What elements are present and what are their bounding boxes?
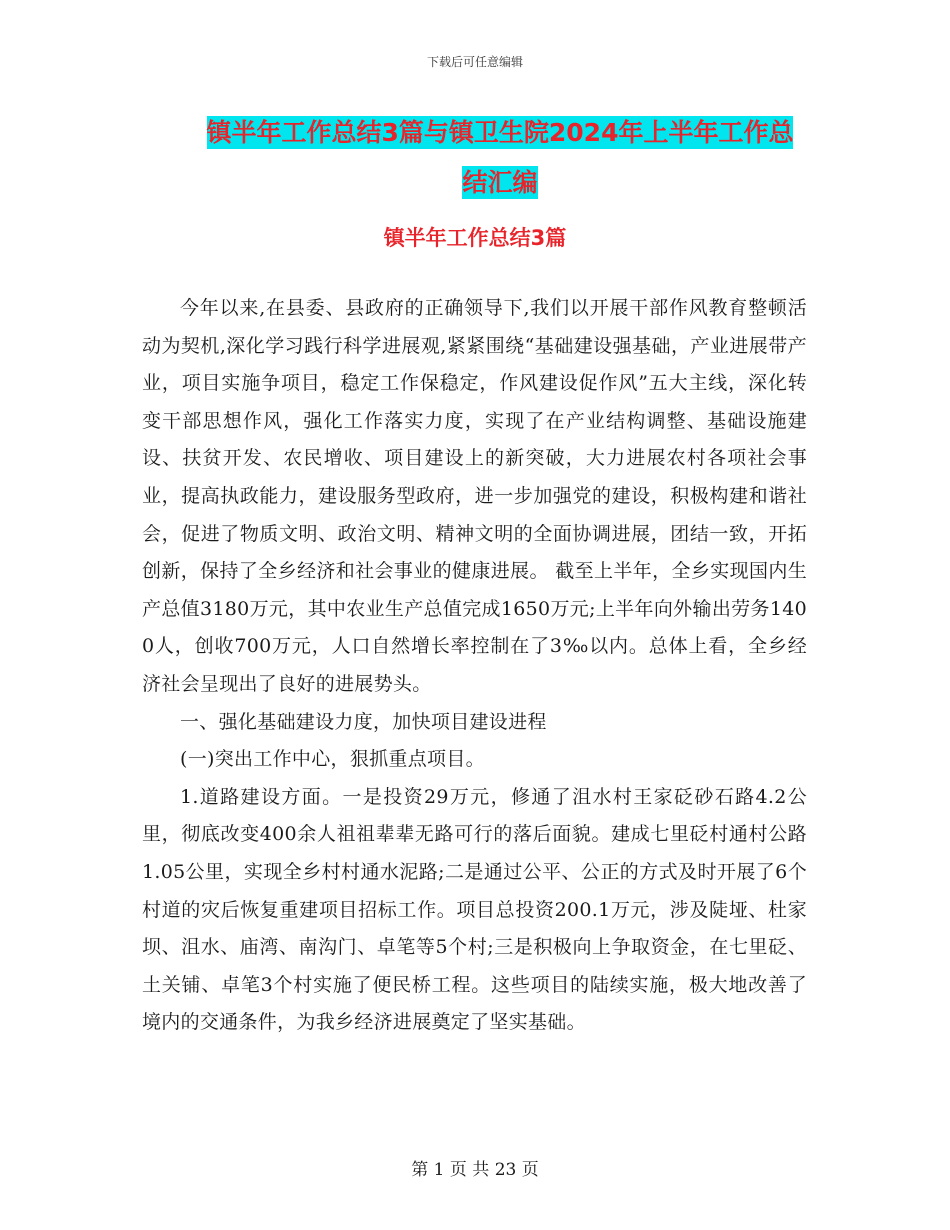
document-title (140, 108, 860, 208)
page-footer: 第 1 页 共 23 页 (411, 1160, 539, 1180)
paragraph-road-construction: 1.道路建设方面。一是投资29万元，修通了沮水村王家砭砂石路4.2公里，彻底改变400余人祖祖辈辈无路可行的落后面貌。建成七里砭村通村公路1.05公里，实现全乡村村通水泥路;二是通过公平、公正的方式及时开展了6个村道的灾后恢复重建项目招标工作。项目总投资200.1万元，涉及陡垭、杜家坝、沮水、庙湾、南沟门、卓笔等5个村;三是积极向上争取资金，在七里砭、土关铺、卓笔3个村实施了便民桥工程。这些项目的陆续实施，极大地改善了境内的交通条件，为我乡经济进展奠定了坚实基础。 (142, 785, 807, 1034)
paragraph-subheading-1: (一)突出工作中心，狠抓重点项目。 (180, 748, 485, 771)
title-line-1: 镇半年工作总结3篇与镇卫生院2024年上半年工作总 (206, 118, 794, 147)
section-title: 镇半年工作总结3篇 (383, 226, 567, 250)
body-text (142, 290, 807, 1042)
paragraph-heading-1: 一、强化基础建设力度，加快项目建设进程 (180, 710, 547, 733)
title-line-2: 结汇编 (462, 168, 538, 197)
header-note: 下载后可任意编辑 (426, 55, 523, 69)
paragraph-intro: 今年以来,在县委、县政府的正确领导下,我们以开展干部作风教育整顿活动为契机,深化学习践行科学进展观,紧紧围绕“基础建设强基础，产业进展带产业，项目实施争项目，稳定工作保稳定，作风建设促作风”五大主线，深化转变干部思想作风，强化工作落实力度，实现了在产业结构调整、基础设施建设、扶贫开发、农民增收、项目建设上的新突破，大力进展农村各项社会事业，提高执政能力，建设服务型政府，进一步加强党的建设，积极构建和谐社会，促进了物质文明、政治文明、精神文明的全面协调进展，团结一致，开拓创新，保持了全乡经济和社会事业的健康进展。 截至上半年，全乡实现国内生产总值3180万元，其中农业生产总值完成1650万元;上半年向外输出劳务1400人，创收700万元，人口自然增长率控制在了3‰以内。总体上看，全乡经济社会呈现出了良好的进展势头。 (142, 297, 807, 695)
